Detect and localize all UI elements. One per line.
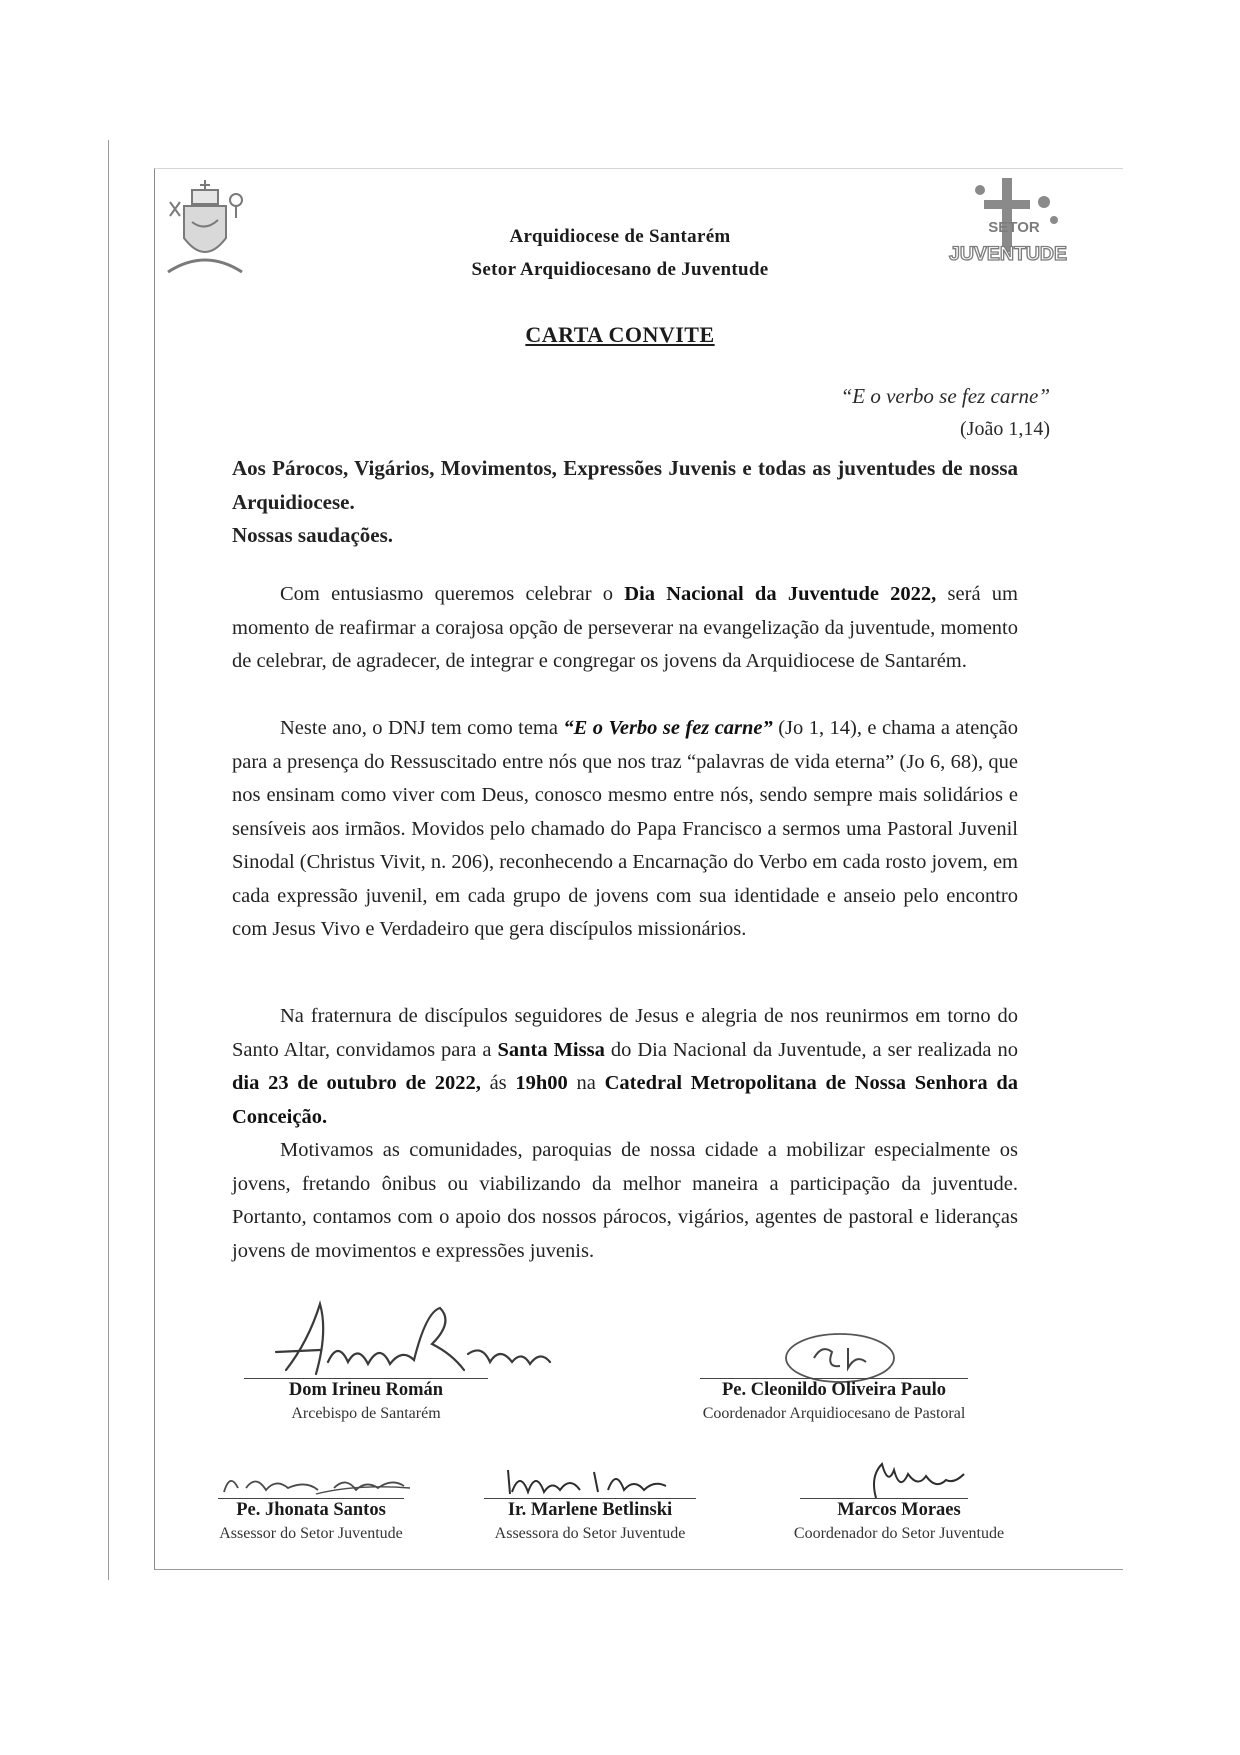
para3-mass: Santa Missa: [497, 1038, 605, 1061]
signatory-4: [460, 1500, 720, 1543]
signatory-role: Coordenador Arquidiocesano de Pastoral: [702, 1405, 966, 1422]
para1-event-name: Dia Nacional da Juventude 2022,: [624, 583, 937, 605]
greeting-salutation: Nossas saudações.: [232, 523, 394, 547]
signatory-1: [226, 1380, 506, 1423]
epigraph-reference: (João 1,14): [960, 418, 1050, 440]
signatory-5: [774, 1500, 1024, 1543]
para3-venue: Catedral Metropolitana de Nossa Senhora da Conceição.: [232, 1072, 1018, 1128]
signature-dom-irineu: [268, 1292, 628, 1392]
signatory-role: Assessor do Setor Juventude: [219, 1525, 403, 1542]
para4-text: Motivamos as comunidades, paroquias de nossa cidade a mobilizar especialmente os jovens, fretando ônibus ou viabilizando da melhor maneira a participação da juventude. Portanto, contamos com o apoio dos nossos párocos, vigários, agentes de pastoral e lideranças jovens de movimentos e expressões juvenis.: [232, 1139, 1018, 1262]
scan-edge-line: [108, 140, 109, 1580]
para1-text-a: Com entusiasmo queremos celebrar o: [280, 583, 625, 605]
logo-text-setor: SETOR: [988, 219, 1040, 236]
para2-theme: “E o Verbo se fez carne”: [563, 717, 773, 739]
para3-text-g: na: [567, 1072, 605, 1094]
greeting-addressees: Aos Párocos, Vigários, Movimentos, Expressões Juvenis e todas as juventudes de nossa Arquidiocese.: [232, 456, 1018, 514]
signatory-name: Pe. Jhonata Santos: [236, 1500, 386, 1520]
signatory-2: [674, 1380, 994, 1423]
greeting: [232, 452, 1018, 553]
para3-text-c: do Dia Nacional da Juventude, a ser realizada no: [604, 1038, 1018, 1061]
paragraph-4: [232, 1134, 1018, 1268]
signatory-name: Marcos Moraes: [837, 1500, 961, 1520]
paragraph-3: [232, 1000, 1018, 1134]
paragraph-1: [232, 578, 1018, 679]
signature-ir-marlene: [498, 1462, 688, 1502]
logo-text-juventude: JUVENTUDE: [949, 244, 1067, 265]
signatory-name: Pe. Cleonildo Oliveira Paulo: [721, 1380, 947, 1400]
signatory-role: Arcebispo de Santarém: [291, 1405, 441, 1422]
para1-text-c: será um momento de reafirmar a corajosa opção de perseverar na evangelização da juventude, momento de celebrar, de agradecer, de integrar e congregar os jovens da Arquidiocese de Santarém.: [232, 583, 1018, 672]
signatory-name: Ir. Marlene Betlinski: [507, 1500, 673, 1520]
archdiocese-crest-icon: [162, 176, 248, 280]
setor-juventude-logo-icon: [944, 172, 1072, 276]
para3-date: dia 23 de outubro de 2022,: [232, 1072, 481, 1094]
para2-text-c: (Jo 1, 14), e chama a atenção para a presença do Ressuscitado entre nós que nos traz “palavras de vida eterna” (Jo 6, 68), que nos ensinam como viver com Deus, conosco mesmo entre nós, sendo sempre mais solidários e sensíveis aos irmãos. Movidos pelo chamado do Papa Francisco a sermos uma Pastoral Juvenil Sinodal (Christus Vivit, n. 206), reconhecendo a Encarnação do Verbo em cada rosto jovem, em cada expressão juvenil, em cada grupo de jovens com sua identidade e anseio pelo encontro com Jesus Vivo e Verdadeiro que gera discípulos missionários.: [232, 717, 1018, 940]
para2-text-a: Neste ano, o DNJ tem como tema: [280, 717, 564, 739]
para3-time: 19h00: [515, 1072, 568, 1094]
para3-text-e: ás: [480, 1072, 516, 1094]
paragraph-2: [232, 712, 1018, 947]
para3-text-a: Na fraternura de discípulos seguidores de Jesus e alegria de nos reunirmos em torno do Santo Altar, convidamos para a: [232, 1005, 1018, 1061]
epigraph-quote: “E o verbo se fez carne”: [840, 384, 1050, 408]
header-sector-name: Setor Arquidiocesano de Juventude: [471, 259, 769, 280]
signatory-name: Dom Irineu Román: [288, 1380, 444, 1400]
signatory-role: Coordenador do Setor Juventude: [793, 1525, 1005, 1542]
header-archdiocese-name: Arquidiocese de Santarém: [509, 226, 731, 247]
signatory-role: Assessora do Setor Juventude: [494, 1525, 686, 1542]
signatory-3: [186, 1500, 436, 1543]
document-title: CARTA CONVITE: [525, 322, 715, 347]
